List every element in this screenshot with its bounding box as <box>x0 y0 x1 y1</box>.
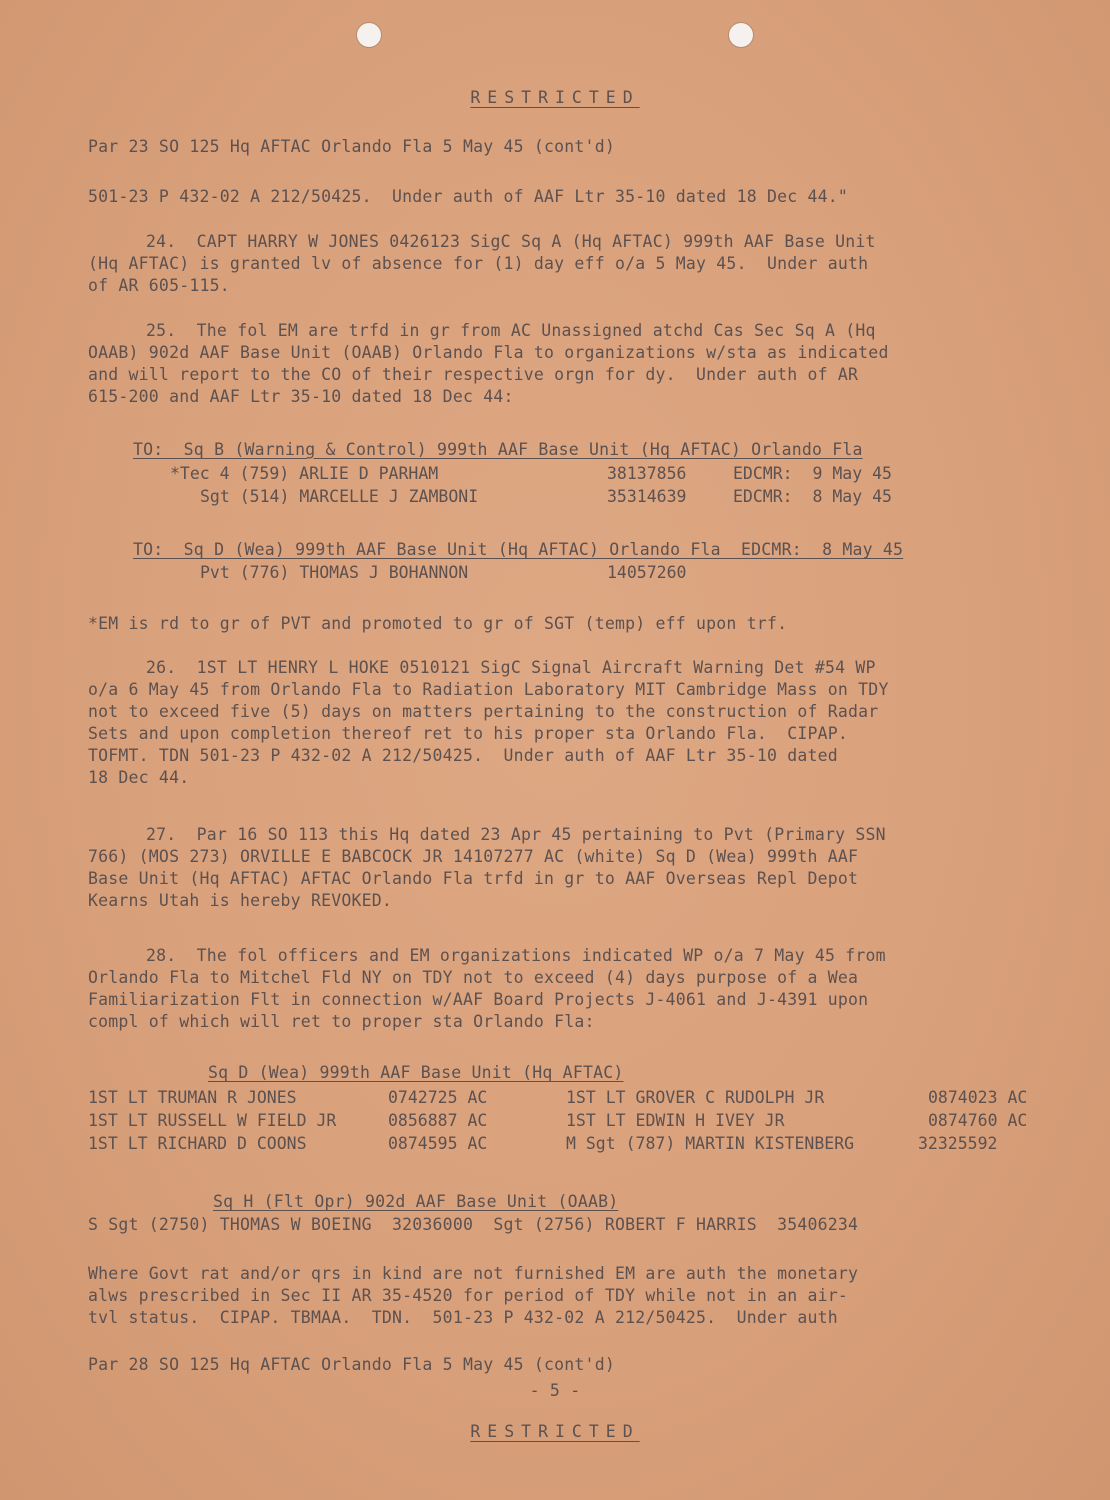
punch-hole-left <box>356 22 382 48</box>
em-note: *EM is rd to gr of PVT and promoted to gr of SGT (temp) eff upon trf. <box>88 614 788 633</box>
footer-classification: RESTRICTED <box>470 1422 640 1441</box>
transfer-row-edcmr: EDCMR: 9 May 45 <box>733 464 892 483</box>
header-classification: RESTRICTED <box>470 88 640 107</box>
footer-continuation: Par 28 SO 125 Hq AFTAC Orlando Fla 5 May 45 (cont'd) <box>88 1355 615 1374</box>
officer-serial: 0742725 AC <box>388 1088 488 1107</box>
transfer-row-name: Sgt (514) MARCELLE J ZAMBONI <box>200 487 479 506</box>
officer-serial: 0856887 AC <box>388 1111 488 1130</box>
transfer-row-name: *Tec 4 (759) ARLIE D PARHAM <box>170 464 439 483</box>
officer-serial: 0874595 AC <box>388 1134 488 1153</box>
closing-line: tvl status. CIPAP. TBMAA. TDN. 501-23 P 432-02 A 212/50425. Under auth <box>88 1308 838 1327</box>
par24-line: 24. CAPT HARRY W JONES 0426123 SigC Sq A (Hq AFTAC) 999th AAF Base Unit <box>146 232 876 251</box>
officer-name: 1ST LT EDWIN H IVEY JR <box>566 1111 785 1130</box>
par26-line: TOFMT. TDN 501-23 P 432-02 A 212/50425. Under auth of AAF Ltr 35-10 dated <box>88 746 838 765</box>
par27-line: Kearns Utah is hereby REVOKED. <box>88 891 393 910</box>
page-number: - 5 - <box>529 1381 581 1400</box>
sq-h-personnel: S Sgt (2750) THOMAS W BOEING 32036000 Sgt (2756) ROBERT F HARRIS 35406234 <box>88 1215 859 1234</box>
par25-line: 615-200 and AAF Ltr 35-10 dated 18 Dec 44: <box>88 387 514 406</box>
par26-line: Sets and upon completion thereof ret to his proper sta Orlando Fla. CIPAP. <box>88 724 849 743</box>
officer-serial: 0874760 AC <box>928 1111 1028 1130</box>
transfer-row-edcmr: EDCMR: 8 May 45 <box>733 487 892 506</box>
par25-line: 25. The fol EM are trfd in gr from AC Unassigned atchd Cas Sec Sq A (Hq <box>146 321 876 340</box>
officer-name: 1ST LT GROVER C RUDOLPH JR <box>566 1088 825 1107</box>
par26-line: 26. 1ST LT HENRY L HOKE 0510121 SigC Signal Aircraft Warning Det #54 WP <box>146 658 876 677</box>
par28-line: Orlando Fla to Mitchel Fld NY on TDY not to exceed (4) days purpose of a Wea <box>88 968 859 987</box>
transfer-row-name: Pvt (776) THOMAS J BOHANNON <box>200 563 469 582</box>
officer-name: M Sgt (787) MARTIN KISTENBERG <box>566 1134 855 1153</box>
par25-line: and will report to the CO of their respective orgn for dy. Under auth of AR <box>88 365 859 384</box>
to-sq-d-heading: TO: Sq D (Wea) 999th AAF Base Unit (Hq AFTAC) Orlando Fla EDCMR: 8 May 45 <box>133 540 904 559</box>
par28-line: compl of which will ret to proper sta Orlando Fla: <box>88 1012 595 1031</box>
par26-line: not to exceed five (5) days on matters pertaining to the construction of Radar <box>88 702 879 721</box>
officer-name: 1ST LT RUSSELL W FIELD JR <box>88 1111 337 1130</box>
par28-line: 28. The fol officers and EM organizations indicated WP o/a 7 May 45 from <box>146 946 886 965</box>
par27-line: Base Unit (Hq AFTAC) AFTAC Orlando Fla trfd in gr to AAF Overseas Repl Depot <box>88 869 859 888</box>
sq-d-heading: Sq D (Wea) 999th AAF Base Unit (Hq AFTAC) <box>208 1063 624 1082</box>
continuation-text: 501-23 P 432-02 A 212/50425. Under auth of AAF Ltr 35-10 dated 18 Dec 44." <box>88 187 849 206</box>
officer-name: 1ST LT RICHARD D COONS <box>88 1134 307 1153</box>
officer-name: 1ST LT TRUMAN R JONES <box>88 1088 297 1107</box>
par25-line: OAAB) 902d AAF Base Unit (OAAB) Orlando Fla to organizations w/sta as indicated <box>88 343 889 362</box>
closing-line: Where Govt rat and/or qrs in kind are not furnished EM are auth the monetary <box>88 1264 859 1283</box>
par26-line: o/a 6 May 45 from Orlando Fla to Radiation Laboratory MIT Cambridge Mass on TDY <box>88 680 889 699</box>
officer-serial: 0874023 AC <box>928 1088 1028 1107</box>
transfer-row-serial: 14057260 <box>607 563 687 582</box>
to-sq-b-heading: TO: Sq B (Warning & Control) 999th AAF Base Unit (Hq AFTAC) Orlando Fla <box>133 440 863 459</box>
transfer-row-serial: 35314639 <box>607 487 687 506</box>
officer-serial: 32325592 <box>918 1134 998 1153</box>
par24-line: of AR 605-115. <box>88 276 230 295</box>
par26-line: 18 Dec 44. <box>88 768 190 787</box>
par27-line: 766) (MOS 273) ORVILLE E BABCOCK JR 14107277 AC (white) Sq D (Wea) 999th AAF <box>88 847 859 866</box>
punch-hole-right <box>728 22 754 48</box>
sq-h-heading: Sq H (Flt Opr) 902d AAF Base Unit (OAAB) <box>213 1192 619 1211</box>
par24-line: (Hq AFTAC) is granted lv of absence for (1) day eff o/a 5 May 45. Under auth <box>88 254 869 273</box>
transfer-row-serial: 38137856 <box>607 464 687 483</box>
par27-line: 27. Par 16 SO 113 this Hq dated 23 Apr 45 pertaining to Pvt (Primary SSN <box>146 825 886 844</box>
continuation-line: Par 23 SO 125 Hq AFTAC Orlando Fla 5 May 45 (cont'd) <box>88 137 615 156</box>
closing-line: alws prescribed in Sec II AR 35-4520 for period of TDY while not in an air- <box>88 1286 849 1305</box>
par28-line: Familiarization Flt in connection w/AAF Board Projects J-4061 and J-4391 upon <box>88 990 869 1009</box>
